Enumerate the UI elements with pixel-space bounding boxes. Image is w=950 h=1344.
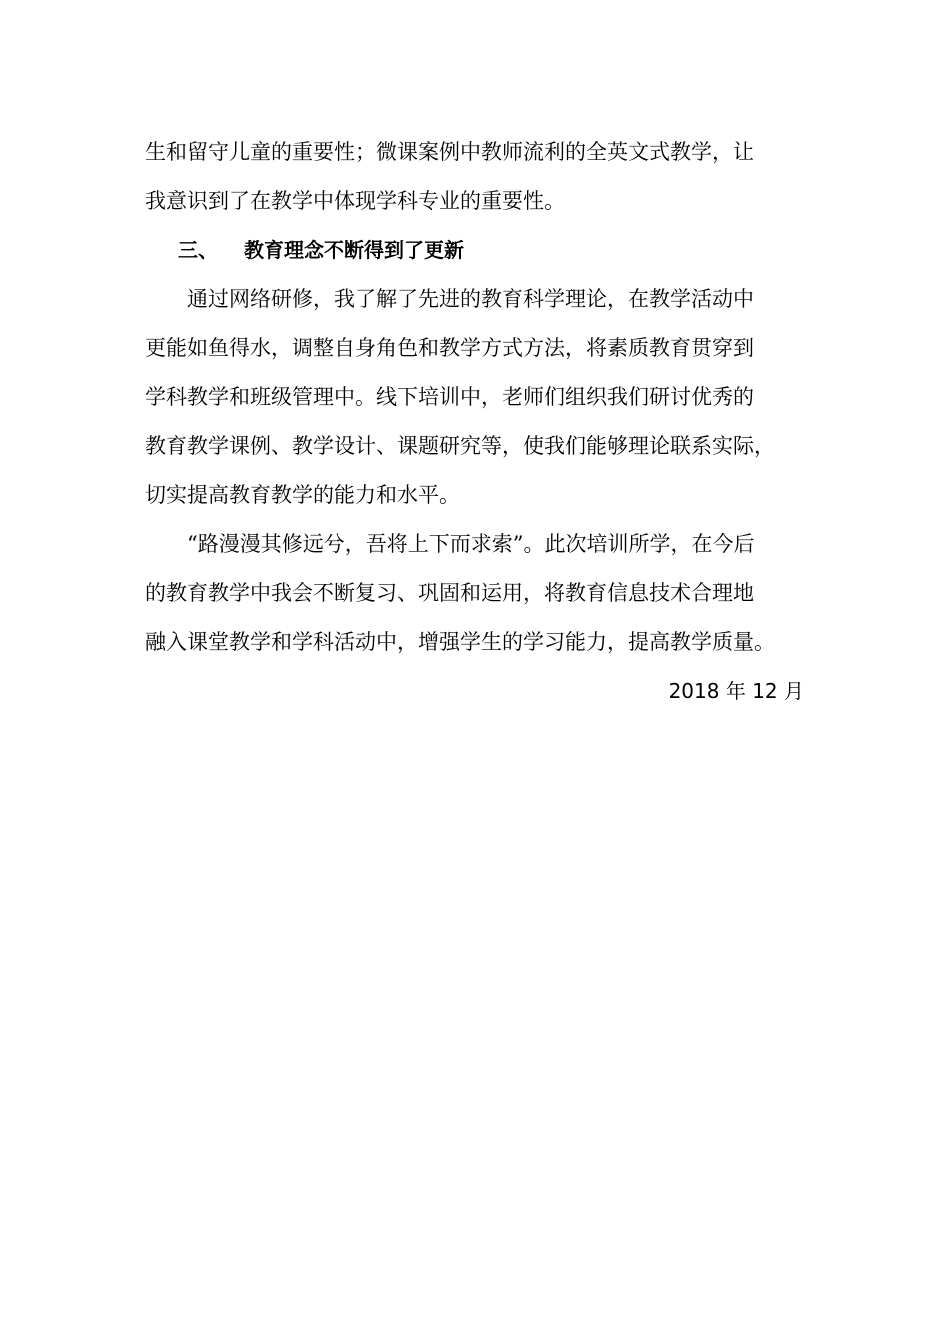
paragraph-line: 更能如鱼得水，调整自身角色和教学方式方法，将素质教育贯穿到 [145, 336, 754, 360]
paragraph-line: 的教育教学中我会不断复习、巩固和运用，将教育信息技术合理地 [145, 581, 754, 605]
body-line: 生和留守儿童的重要性；微课案例中教师流利的全英文式教学，让 [145, 140, 754, 164]
body-line: 我意识到了在教学中体现学科专业的重要性。 [145, 189, 565, 213]
document-date: 2018 年 12 月 [668, 679, 804, 703]
section-title: 教育理念不断得到了更新 [244, 238, 464, 262]
section-number: 三、 [178, 238, 218, 262]
section-heading [145, 234, 820, 266]
paragraph-line: 通过网络研修，我了解了先进的教育科学理论，在教学活动中 [187, 287, 754, 311]
document-body [145, 136, 820, 724]
paragraph-line: 教育教学课例、教学设计、课题研究等，使我们能够理论联系实际， [145, 434, 775, 458]
paragraph-line: “路漫漫其修远兮，吾将上下而求索”。此次培训所学，在今后 [187, 532, 755, 556]
paragraph-line: 切实提高教育教学的能力和水平。 [145, 483, 460, 507]
paragraph-line: 融入课堂教学和学科活动中，增强学生的学习能力，提高教学质量。 [145, 630, 775, 654]
paragraph-line: 学科教学和班级管理中。线下培训中，老师们组织我们研讨优秀的 [145, 385, 754, 409]
